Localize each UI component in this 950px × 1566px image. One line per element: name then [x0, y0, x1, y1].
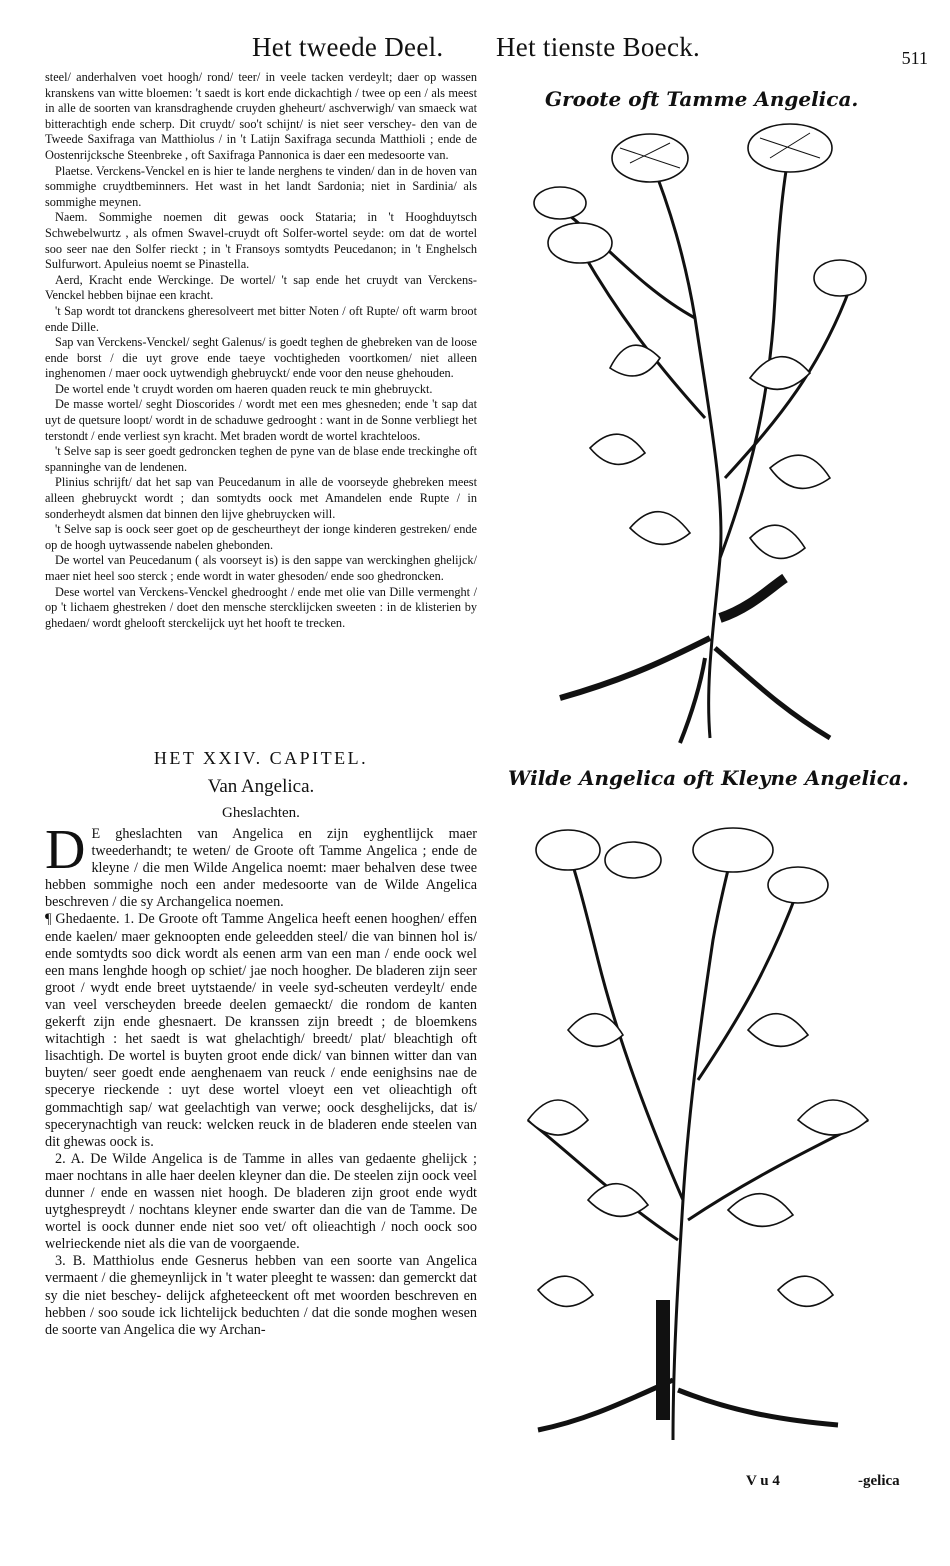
text-block-top — [45, 70, 477, 631]
chapter-subtitle: Gheslachten. — [222, 805, 300, 821]
wild-angelica-woodcut-illustration — [498, 820, 898, 1452]
drop-cap: D — [45, 819, 86, 881]
paragraph-text: E gheslachten van Angelica en zijn eyghentlijck maer tweederhandt; te weten/ de Groote oft Tamme Angelica ; ende de kleyne / die men Wilde Angelica noemt: maer behalven dese twee hebben sommighe noch een ander medesoorte van de Wilde Angelica beschreven / die sy Archangelica noemen. — [45, 826, 477, 911]
paragraph: Plinius schrijft/ dat het sap van Peucedanum in alle de voorseyde ghebreken meest alleen ghebruyckt wordt ; dan somtydts oock met Amandelen ende Rupte / in sonderheydt alsmen dat binnen den lijve ghebruycken will. — [45, 475, 477, 521]
paragraph — [45, 819, 477, 911]
paragraph: Sap van Verckens-Venckel/ seght Galenus/ is goedt teghen de ghebreken van de loose ende borst / die uyt grove ende taeye vochtigheden voortkomen/ niet alleen inghenomen / maer oock uytwendigh ghebruyckt/ ende voor den neuse ghehouden. — [45, 335, 477, 381]
paragraph: Aerd, Kracht ende Werckinge. De wortel/ 't sap ende het cruydt van Verckens-Venckel hebben bijnae een kracht. — [45, 272, 477, 303]
paragraph: ¶ Ghedaente. 1. De Groote oft Tamme Angelica heeft eenen hooghen/ effen ende kaelen/ maer geknoopten ende geleedden steel/ die van binnen hol is/ ende somtydts soo dick wordt als eenen arm van een man / ende oock wel een mans lenghde hoogh op schiet/ jae noch hoogher. De bladeren zijn seer groot / wydt ende breet uytstaende/ in veele syd-scheuten verdeylt/ ende van veel verscheyden breede deelen gemaeckt/ die rondom de kanten gekerft zijn ende ghesnaert. De kranssen zijn breedt ; de bloemkens witachtigh : het saedt is wat ghelachtigh/ breedt/ plat/ bleachtigh oft lisachtigh. De wortel is buyten groot ende dick/ van binnen witter dan van buyten/ seer goedt ende aenghenaem van reuck / ende eenighsins nae de specerye rieckende : uyt dese wortel vloeyt een vet olieachtigh oft gommachtigh sap/ wat geelachtigh van verwe; oock desghelijcks, dat is/ specerynachtigh van reuck: welcken reuck in de bladeren ende steelen van dit ghewas oock is. — [45, 911, 477, 1150]
catchword: -gelica — [858, 1473, 900, 1489]
illustration-caption-top: Groote oft Tamme Angelica. — [545, 87, 859, 111]
illustration-caption-bottom: Wilde Angelica oft Kleyne Angelica. — [508, 766, 909, 790]
signature-mark: V u 4 — [746, 1473, 780, 1489]
text-block-bottom — [45, 819, 477, 1339]
paragraph: Dese wortel van Verckens-Venckel ghedrooght / ende met olie van Dille vermenght / op 't lichaem ghestreken / doet den mensche stercklijcken sweeten : in de klisterien by ghedaen/ wordt ghelooft sterckelijck uyt het hooft te trecken. — [45, 584, 477, 630]
paragraph: 3. B. Matthiolus ende Gesnerus hebben van een soorte van Angelica vermaent / die ghemeynlijck in 't water pleeght te wassen: dan gemerckt dat sy die niet beschey- delijck afgheteeckent oft met woorden beschreven en hebben / soo soude ick lichtelijck beduchten / dat die sonde moghen wesen de soorte van Angelica die wy Archan- — [45, 1253, 477, 1338]
paragraph: Plaetse. Verckens-Venckel en is hier te lande nerghens te vinden/ dan in de hoven van sommighe cruydtbeminners. Het wast in het landt Sardonia; niet in Sardinia/ als sommighe meynen. — [45, 163, 477, 209]
running-head-right: Het tienste Boeck. — [496, 32, 701, 62]
paragraph: 2. A. De Wilde Angelica is de Tamme in alles van gedaente ghelijck ; maer nochtans in alle haer deelen kleyner dan die. De steelen zijn oock veel dunner / ende en wassen niet hoogh. De bladeren zijn groot ende wydt uytghespreydt / nochtans kleyner ende swarter dan die van de Tamme. De wortel is oock dunner ende niet soo vet/ oft olieachtigh / noch oock soo welrieckende niet als die van de voorgaende. — [45, 1150, 477, 1253]
paragraph: De wortel ende 't cruydt worden om haeren quaden reuck te min ghebruyckt. — [55, 381, 433, 396]
paragraph: Naem. Sommighe noemen dit gewas oock Stataria; in 't Hooghduytsch Schwebelwurtz , als ofmen Swavel-cruydt oft Solfer-wortel seyde: om dat de wortel soo seer nae den Solfer rieckt ; in 't Fransoys somtydts Peucedanon; in 't Enghelsch Sulfurwort. Apuleius noemt se Pinastella. — [45, 210, 477, 272]
paragraph: 't Selve sap is seer goedt gedroncken teghen de pyne van de blase ende treckinghe oft spanninghe van de lendenen. — [45, 444, 477, 474]
chapter-number: HET XXIV. CAPITEL. — [153, 748, 369, 768]
paragraph: steel/ anderhalven voet hoogh/ rond/ teer/ in veele tacken verdeylt; daer op wassen kranskens van witte bloemen: 't saedt is kort ende dickachtigh / twee op een / als meest in alle de soorten van kransdraghende cruyden gheheurt/ aschverwigh/ van smaeck wat bitterachtigh ende scherp. Dit cruydt/ soo't schijnt/ is niet seer verschey- den van de Tweede Saxifraga van Matthiolus / in 't Latijn Saxifraga secunda Matthioli ; ende de Oostenrijcksche Steenbreke , oft Saxifraga Pannonica is daer een medesoorte van. — [45, 70, 477, 162]
paragraph: 't Selve sap is oock seer goet op de gescheurtheyt der ionge kinderen gestreken/ ende op de hoogh uytwassende nabelen ghebonden. — [45, 522, 477, 552]
paragraph: De wortel van Peucedanum ( als voorseyt is) is den sappe van werckinghen ghelijck/ maer niet heel soo sterck ; ende wordt in water ghesoden/ ende soo ghedroncken. — [45, 553, 477, 583]
paragraph: De masse wortel/ seght Dioscorides / wordt met een mes ghesneden; ende 't sap dat uyt de quetsure loopt/ wordt in de schaduwe gedrooght : want in de Sonne verbliegt het terstondt / ende verliest syn kracht. Met braden wordt de wortel krachteloos. — [45, 397, 477, 443]
paragraph: 't Sap wordt tot dranckens gheresolveert met bitter Noten / oft Rupte/ oft warm broot ende Dille. — [45, 303, 477, 334]
chapter-title: Van Angelica. — [207, 776, 315, 797]
angelica-woodcut-illustration — [520, 118, 870, 750]
page-number: 511 — [901, 48, 928, 68]
running-head-left: Het tweede Deel. — [252, 32, 444, 62]
